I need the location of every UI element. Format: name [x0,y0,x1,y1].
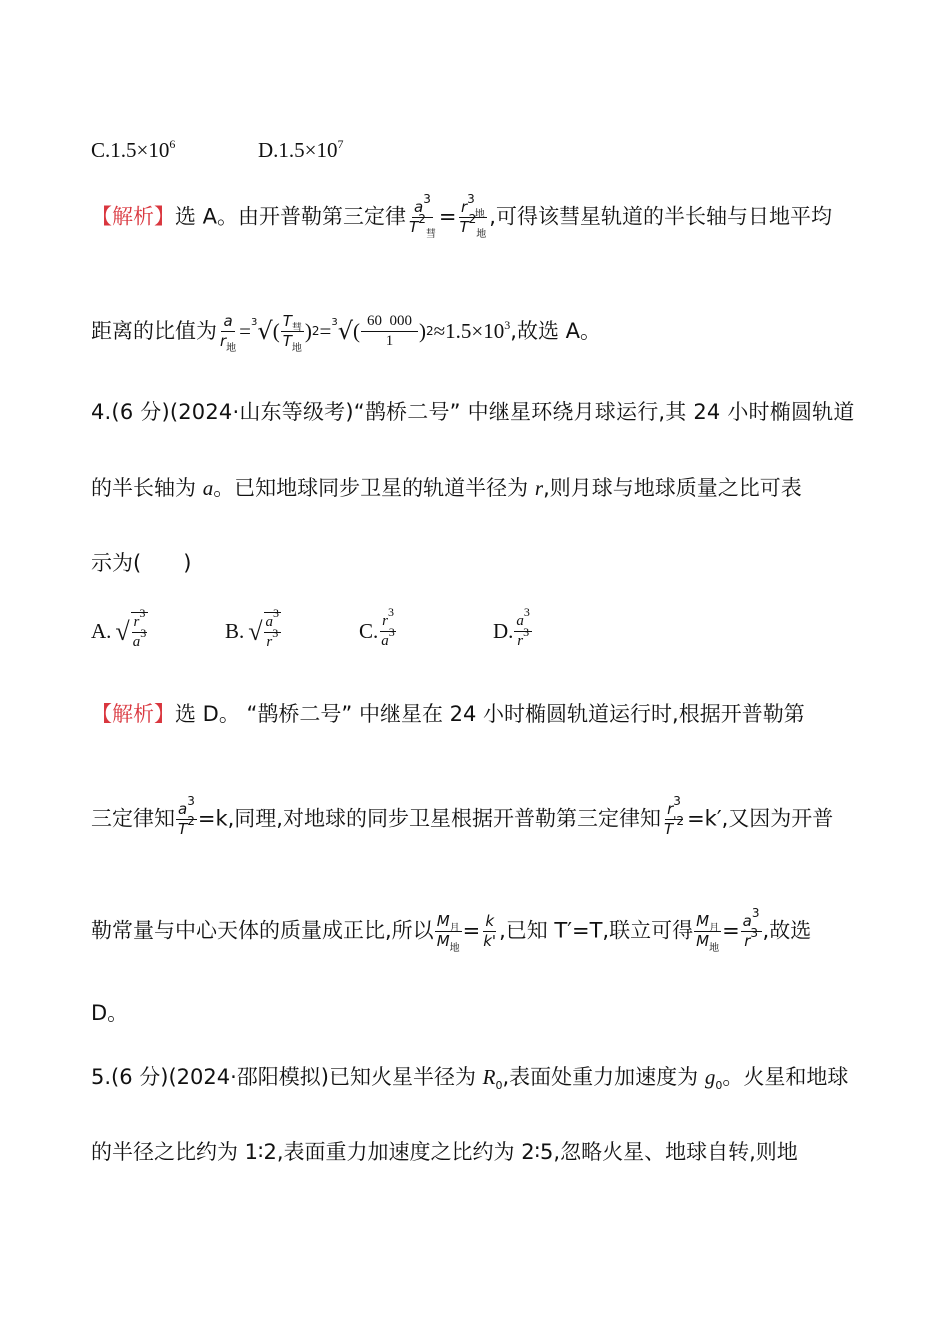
q4-option-c[interactable]: C. $\frac{r^3}{a^3}$ [359,605,395,649]
cube-root-value: 3 √ ( $\frac{60 000}{1}$ ) 2 [331,313,434,349]
q3-options [91,137,859,162]
formula-a-over-rearth: $\frac{a}{r_地}$ [220,312,237,354]
cube-root-ratio: 3 √ ( $\frac{T_彗}{T_地}$ ) 2 [251,312,320,354]
q4-analysis-line4: D。 [91,1001,129,1025]
q4-stem-line2: 的半长轴为 a。已知地球同步卫星的轨道半径为 r,则月球与地球质量之比可表 [91,476,802,500]
q4-stem-line3: 示为( ) [91,551,192,575]
q4-analysis-line1: 【解析】选 D。 “鹊桥二号” 中继星在 24 小时椭圆轨道运行时,根据开普勒第 [91,702,805,726]
analysis-label: 【解析】 [91,204,175,229]
q4-analysis-line3: 勒常量与中心天体的质量成正比,所以 $\frac{M_月}{M_地}$ = $\frac{k}{k'}$ ,已知 T′=T,联立可得 $\frac{M_月}{M_地}$ = $\frac{a^3}{r^3}$ ,故选 [91,906,812,954]
formula-r3earth-over-T2earth: $\frac{r^3_地}{T^2_地}$ [459,192,487,240]
q4-option-a[interactable]: A. √ $\frac{r^3}{a^3}$ [91,606,147,650]
q4-option-b[interactable]: B. √ $\frac{a^3}{r^3}$ [225,606,280,650]
q4-options [91,605,859,662]
q3-option-c: $C.1.5\times 10^6$ [91,137,176,162]
analysis-label: 【解析】 [91,702,175,726]
q3-analysis-line1: 【解析】选 A。由开普勒第三定律 $\frac{a^3}{T^2_彗}$ = $\frac{r^3_地}{T^2_地}$ ,可得该彗星轨道的半长轴与日地平均 [91,192,832,240]
formula-a3-over-T2comet: $\frac{a^3}{T^2_彗}$ [409,192,436,240]
q4-option-d[interactable]: D. $\frac{a^3}{r^3}$ [493,605,530,649]
q3-analysis-line2: 距离的比值为 $\frac{a}{r_地}$ = 3 √ ( $\frac{T_彗}{T_地}$ ) 2 = 3 √ ( $\frac{60 000}{1}$ ) 2 $\approx 1.5\times 10^3$ ,故选 A。 [91,312,601,354]
q3-option-d: $D.1.5\times 10^7$ [258,137,344,162]
q5-stem-line1: 5.(6 分)(2024·邵阳模拟)已知火星半径为 $R_0$,表面处重力加速度为 $g_0$。火星和地球 [91,1065,849,1092]
q5-stem-line2: 的半径之比约为 1∶2,表面重力加速度之比约为 2∶5,忽略火星、地球自转,则地 [91,1140,798,1164]
q4-stem-line1: 4.(6 分)(2024·山东等级考)“鹊桥二号” 中继星环绕月球运行,其 24 小时椭圆轨道 [91,400,855,424]
q4-analysis-line2: 三定律知 $\frac{a^3}{T^2}$ =k,同理,对地球的同步卫星根据开普勒第三定律知 $\frac{r^3}{T^{'2}}$ =k′,又因为开普 [91,794,834,838]
